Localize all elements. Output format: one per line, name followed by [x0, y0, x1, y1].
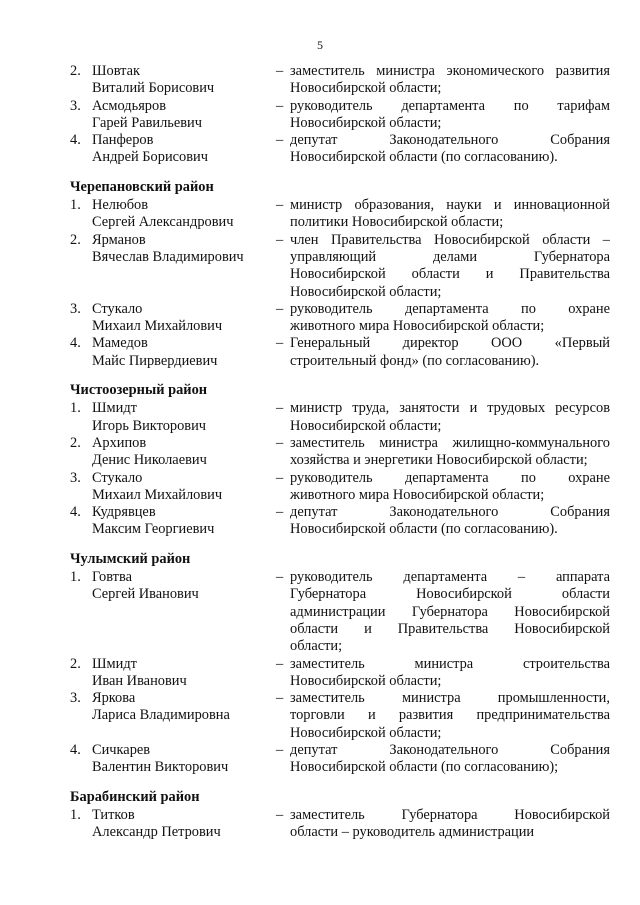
position-line: депутат Законодательного Собрания — [290, 504, 610, 521]
entry-number: 3. — [70, 97, 81, 114]
surname: Асмодьяров — [92, 97, 166, 114]
entry-dash: – — [276, 97, 284, 114]
surname: Ярманов — [92, 231, 146, 248]
entry-number: 1. — [70, 569, 81, 586]
position-line: Новосибирской области; — [290, 417, 442, 434]
entry-number: 3. — [70, 300, 81, 317]
given-names: Игорь Викторович — [92, 417, 207, 434]
member-position — [290, 132, 610, 167]
member-position — [290, 301, 610, 336]
entry-number: 2. — [70, 434, 81, 451]
position-line: Генеральный директор ООО «Первый — [290, 335, 610, 352]
entry-dash: – — [276, 469, 284, 486]
entry-dash: – — [276, 335, 284, 352]
member-position — [290, 197, 610, 232]
surname: Яркова — [92, 690, 136, 707]
entry-number: 4. — [70, 132, 81, 149]
surname: Стукало — [92, 300, 143, 317]
surname: Шмидт — [92, 655, 137, 672]
given-names: Михаил Михайлович — [92, 318, 223, 335]
member-position — [290, 656, 610, 691]
entry-number: 1. — [70, 197, 81, 214]
member-name — [92, 690, 276, 725]
member-name — [92, 301, 276, 336]
member-position — [290, 335, 610, 370]
surname: Говтва — [92, 569, 132, 586]
position-line: заместитель министра промышленности, — [290, 690, 610, 707]
member-name — [92, 569, 276, 604]
member-name — [92, 656, 276, 691]
surname: Сичкарев — [92, 741, 151, 758]
position-line: заместитель Губернатора Новосибирской — [290, 806, 610, 823]
position-line: Губернатора Новосибирской области — [290, 586, 610, 603]
entry-dash: – — [276, 300, 284, 317]
position-line: Новосибирской области (по согласованию); — [290, 759, 559, 776]
member-position — [290, 470, 610, 505]
entry-dash: – — [276, 400, 284, 417]
entry-number: 2. — [70, 63, 81, 79]
district-section — [70, 63, 610, 167]
member-position — [290, 742, 610, 777]
entry-dash: – — [276, 655, 284, 672]
given-names: Денис Николаевич — [92, 452, 207, 469]
member-name — [92, 335, 276, 370]
entry-dash: – — [276, 132, 284, 149]
surname: Титков — [92, 806, 135, 823]
position-line: администрации Губернатора Новосибирской — [290, 603, 610, 620]
given-names: Андрей Борисович — [92, 149, 208, 166]
member-name — [92, 504, 276, 539]
position-line: Новосибирской области; — [290, 672, 442, 689]
position-line: заместитель министра строительства — [290, 655, 610, 672]
entry-dash: – — [276, 197, 284, 214]
member-entry — [70, 132, 610, 167]
member-name — [92, 132, 276, 167]
given-names: Майс Пирвердиевич — [92, 352, 218, 369]
position-line: Новосибирской области; — [290, 283, 442, 300]
entry-dash: – — [276, 806, 284, 823]
entry-dash: – — [276, 569, 284, 586]
position-line: депутат Законодательного Собрания — [290, 741, 610, 758]
position-line: Новосибирской области; — [290, 114, 442, 131]
member-entry — [70, 807, 610, 842]
member-name — [92, 98, 276, 133]
given-names: Гарей Равильевич — [92, 114, 202, 131]
position-line: животного мира Новосибирской области; — [290, 318, 545, 335]
district-section — [70, 382, 610, 539]
member-entry — [70, 435, 610, 470]
member-position — [290, 504, 610, 539]
position-line: хозяйства и энергетики Новосибирской области; — [290, 452, 588, 469]
entry-dash: – — [276, 504, 284, 521]
surname: Мамедов — [92, 335, 148, 352]
position-line: Новосибирской области (по согласованию). — [290, 149, 558, 166]
entry-dash: – — [276, 231, 284, 248]
member-position — [290, 232, 610, 301]
member-entry — [70, 470, 610, 505]
member-entry — [70, 63, 610, 98]
district-section — [70, 789, 610, 842]
position-line: политики Новосибирской области; — [290, 214, 504, 231]
member-entry — [70, 335, 610, 370]
district-title: Чулымский район — [70, 550, 191, 567]
position-line: руководитель департамента по охране — [290, 469, 610, 486]
position-line: области и Правительства Новосибирской — [290, 620, 610, 637]
position-line: Новосибирской области (по согласованию). — [290, 521, 558, 538]
surname: Панферов — [92, 132, 154, 149]
surname: Нелюбов — [92, 197, 149, 214]
member-entry — [70, 232, 610, 301]
position-line: министр труда, занятости и трудовых ресурсов — [290, 400, 610, 417]
entry-number: 4. — [70, 741, 81, 758]
given-names: Сергей Иванович — [92, 586, 199, 603]
entry-dash: – — [276, 690, 284, 707]
member-entry — [70, 569, 610, 655]
given-names: Сергей Александрович — [92, 214, 234, 231]
member-position — [290, 569, 610, 655]
member-name — [92, 63, 276, 98]
entry-number: 3. — [70, 469, 81, 486]
document-body — [70, 63, 610, 853]
member-position — [290, 400, 610, 435]
member-name — [92, 470, 276, 505]
member-entry — [70, 504, 610, 539]
entry-number: 4. — [70, 504, 81, 521]
member-name — [92, 742, 276, 777]
member-position — [290, 98, 610, 133]
district-section — [70, 551, 610, 777]
position-line: Новосибирской области; — [290, 80, 442, 97]
position-line: заместитель министра экономического развития — [290, 63, 610, 79]
entry-dash: – — [276, 63, 284, 79]
member-name — [92, 807, 276, 842]
entry-number: 4. — [70, 335, 81, 352]
district-title: Барабинский район — [70, 788, 200, 805]
member-name — [92, 435, 276, 470]
position-line: руководитель департамента по тарифам — [290, 97, 610, 114]
given-names: Вячеслав Владимирович — [92, 248, 244, 265]
district-title: Чистоозерный район — [70, 382, 208, 399]
entry-number: 1. — [70, 400, 81, 417]
member-position — [290, 807, 610, 842]
surname: Шмидт — [92, 400, 137, 417]
position-line: руководитель департамента – аппарата — [290, 569, 610, 586]
member-entry — [70, 197, 610, 232]
member-entry — [70, 400, 610, 435]
given-names: Александр Петрович — [92, 824, 221, 841]
surname: Шовтак — [92, 63, 140, 79]
entry-number: 3. — [70, 690, 81, 707]
position-line: заместитель министра жилищно-коммунального — [290, 434, 610, 451]
position-line: Новосибирской области и Правительства — [290, 266, 610, 283]
given-names: Валентин Викторович — [92, 759, 229, 776]
surname: Архипов — [92, 434, 147, 451]
entry-dash: – — [276, 434, 284, 451]
position-line: член Правительства Новосибирской области – — [290, 231, 610, 248]
member-entry — [70, 690, 610, 742]
member-position — [290, 435, 610, 470]
member-position — [290, 690, 610, 742]
member-name — [92, 232, 276, 267]
entry-number: 2. — [70, 231, 81, 248]
given-names: Лариса Владимировна — [92, 707, 230, 724]
page-number: 5 — [317, 38, 323, 52]
member-entry — [70, 301, 610, 336]
entry-number: 2. — [70, 655, 81, 672]
position-line: депутат Законодательного Собрания — [290, 132, 610, 149]
entry-number: 1. — [70, 806, 81, 823]
given-names: Максим Георгиевич — [92, 521, 215, 538]
position-line: области – руководитель администрации — [290, 824, 535, 841]
position-line: министр образования, науки и инновационной — [290, 197, 610, 214]
position-line: Новосибирской области; — [290, 724, 442, 741]
position-line: торговли и развития предпринимательства — [290, 707, 610, 724]
member-entry — [70, 656, 610, 691]
given-names: Михаил Михайлович — [92, 486, 223, 503]
member-name — [92, 197, 276, 232]
district-section — [70, 179, 610, 370]
position-line: руководитель департамента по охране — [290, 300, 610, 317]
given-names: Иван Иванович — [92, 672, 187, 689]
surname: Стукало — [92, 469, 143, 486]
entry-dash: – — [276, 741, 284, 758]
member-position — [290, 63, 610, 98]
position-line: строительный фонд» (по согласованию). — [290, 352, 540, 369]
member-name — [92, 400, 276, 435]
position-line: управляющий делами Губернатора — [290, 248, 610, 265]
district-title: Черепановский район — [70, 178, 214, 195]
given-names: Виталий Борисович — [92, 80, 215, 97]
member-entry — [70, 742, 610, 777]
surname: Кудрявцев — [92, 504, 156, 521]
member-entry — [70, 98, 610, 133]
position-line: области; — [290, 638, 343, 655]
position-line: животного мира Новосибирской области; — [290, 486, 545, 503]
